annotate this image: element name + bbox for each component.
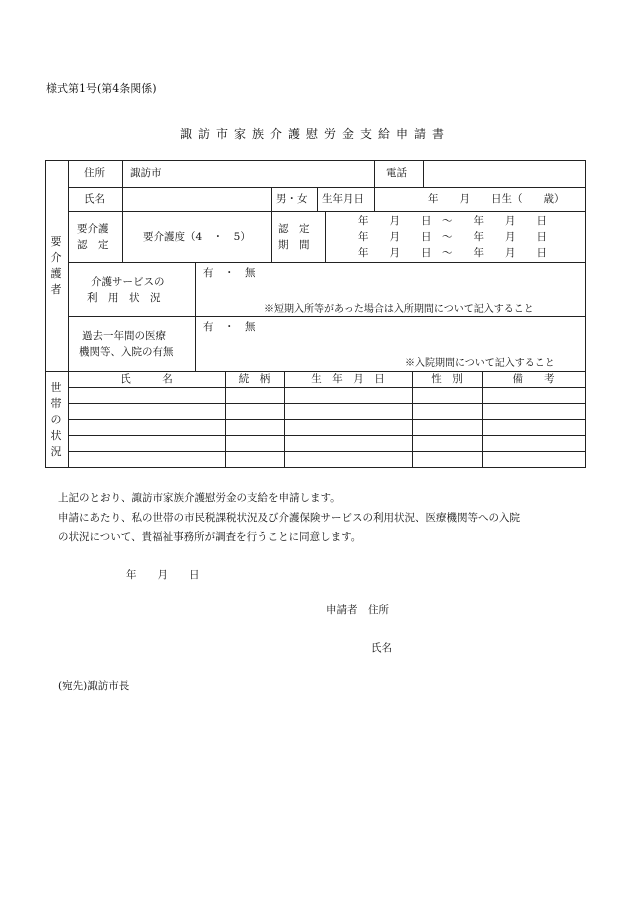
care-level-value[interactable]: 要介護度（4 ・ 5） xyxy=(143,231,251,243)
service-label-1: 介護サービスの xyxy=(91,276,165,288)
household-row[interactable] xyxy=(69,420,585,435)
hospital-note: ※入院期間について記入すること xyxy=(405,358,555,369)
care-level-label-2: 認 定 xyxy=(77,239,109,251)
hospital-label-2: 機関等、入院の有無 xyxy=(79,346,174,358)
declaration-line-3: の状況について、貴福祉事務所が調査を行うことに同意します。 xyxy=(58,531,362,543)
household-row[interactable] xyxy=(69,452,585,467)
household-row[interactable] xyxy=(69,388,585,403)
phone-label: 電話 xyxy=(386,167,407,179)
period-label-2: 期 間 xyxy=(278,239,310,251)
period-row-3[interactable]: 年 月 日 〜 年 月 日 xyxy=(358,247,547,259)
service-label-2: 利 用 状 況 xyxy=(87,292,161,304)
name-label: 氏名 xyxy=(84,193,105,205)
name-field[interactable] xyxy=(126,190,268,209)
address-label: 住所 xyxy=(84,167,105,179)
household-row[interactable] xyxy=(69,404,585,419)
phone-field[interactable] xyxy=(428,163,582,184)
page-title: 諏訪市家族介護慰労金支給申請書 xyxy=(179,127,450,141)
household-header-name: 氏 名 xyxy=(120,373,173,385)
date-line[interactable]: 年 月 日 xyxy=(126,569,200,581)
applicant-name-label: 氏名 xyxy=(371,642,392,654)
household-header-relation: 続 柄 xyxy=(238,373,271,385)
declaration-line-1: 上記のとおり、諏訪市家族介護慰労金の支給を申請します。 xyxy=(58,492,341,504)
addressee: (宛先)諏訪市長 xyxy=(58,680,130,692)
service-yes-no[interactable]: 有 ・ 無 xyxy=(203,267,256,279)
hospital-yes-no[interactable]: 有 ・ 無 xyxy=(203,321,256,333)
birth-value[interactable]: 年 月 日生（ 歳） xyxy=(428,193,565,205)
household-header-birthdate: 生 年 月 日 xyxy=(311,373,385,385)
sex-field[interactable]: 男・女 xyxy=(276,193,308,205)
declaration-line-2: 申請にあたり、私の世帯の市民税課税状況及び介護保険サービスの利用状況、医療機関等への入院 xyxy=(58,512,520,524)
household-header-remarks: 備 考 xyxy=(512,373,555,385)
household-header-sex: 性 別 xyxy=(431,373,463,385)
service-note: ※短期入所等があった場合は入所期間について記入すること xyxy=(264,304,534,315)
period-label-1: 認 定 xyxy=(278,223,310,235)
applicant-address-label: 申請者 住所 xyxy=(326,604,389,616)
period-row-2[interactable]: 年 月 日 〜 年 月 日 xyxy=(358,231,547,243)
hospital-label-1: 過去一年間の医療 xyxy=(82,330,166,342)
address-value[interactable]: 諏訪市 xyxy=(130,167,162,179)
care-level-label-1: 要介護 xyxy=(77,223,109,235)
household-side-label: 世帯の状況 xyxy=(50,381,62,458)
period-row-1[interactable]: 年 月 日 〜 年 月 日 xyxy=(358,215,547,227)
form-number: 様式第1号(第4条関係) xyxy=(46,82,157,95)
caregiver-side-label: 要介護者 xyxy=(50,235,62,296)
household-row[interactable] xyxy=(69,436,585,451)
birth-label: 生年月日 xyxy=(322,193,364,205)
